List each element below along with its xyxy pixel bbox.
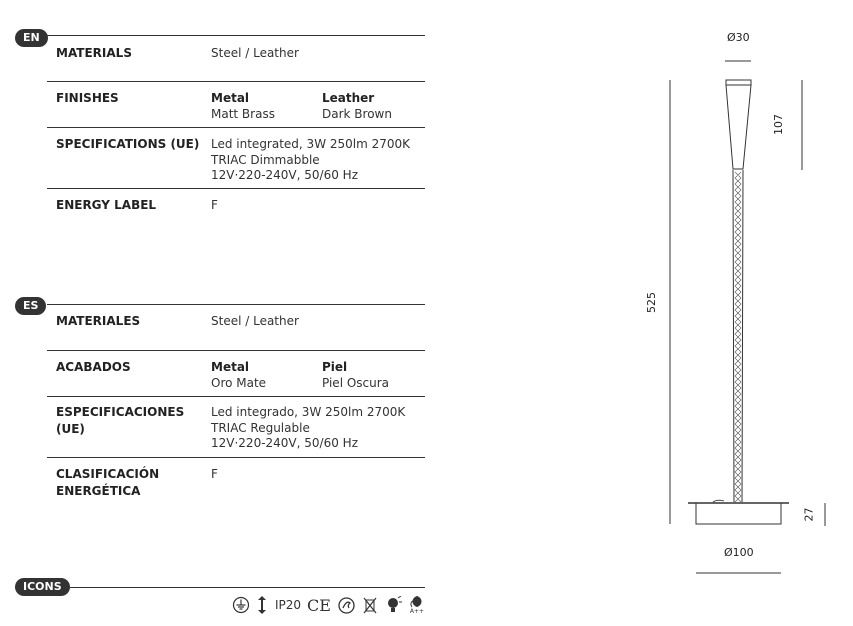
es-badge: ES bbox=[15, 297, 46, 315]
icons-badge: ICONS bbox=[15, 578, 70, 596]
es-clasificacion-label bbox=[56, 466, 201, 500]
es-clasificacion-value: F bbox=[211, 467, 218, 481]
spec-line: TRIAC Dimmabble bbox=[211, 152, 320, 167]
top-diameter-dimension: Ø30 bbox=[727, 31, 750, 44]
label-line: (UE) bbox=[56, 422, 85, 436]
spec-line: Led integrado, 3W 250lm 2700K bbox=[211, 405, 406, 419]
finish-piel-value: Piel Oscura bbox=[322, 375, 390, 390]
earth-ground-icon bbox=[231, 594, 251, 616]
divider bbox=[47, 396, 425, 397]
en-energy-value: F bbox=[211, 198, 218, 212]
spec-line: Led integrated, 3W 250lm 2700K bbox=[211, 137, 411, 151]
eco-leaf-icon bbox=[408, 594, 426, 616]
base-body bbox=[696, 503, 781, 524]
spec-line: 12V·220-240V, 50/60 Hz bbox=[211, 436, 358, 450]
divider bbox=[47, 127, 425, 128]
base-diameter-dimension: Ø100 bbox=[724, 546, 754, 559]
lamp-head-cap bbox=[726, 80, 751, 85]
icons-header-rule bbox=[70, 587, 425, 588]
es-finish-piel bbox=[322, 360, 389, 391]
finish-metal-head: Metal bbox=[211, 91, 250, 105]
finish-piel-head: Piel bbox=[322, 360, 348, 374]
divider bbox=[47, 188, 425, 189]
es-materiales-label: MATERIALES bbox=[56, 314, 141, 328]
divider bbox=[47, 457, 425, 458]
label-line: ENERGÉTICA bbox=[56, 484, 141, 498]
base-height-dimension: 27 bbox=[802, 507, 816, 522]
divider bbox=[47, 81, 425, 82]
finish-leather-value: Dark Brown bbox=[322, 106, 392, 121]
dimmable-icon bbox=[337, 594, 355, 616]
es-header-rule bbox=[47, 304, 425, 305]
ip20-icon: IP20 bbox=[274, 598, 302, 612]
spec-line: 12V·220-240V, 50/60 Hz bbox=[211, 168, 358, 182]
total-height-dimension: 525 bbox=[645, 292, 658, 313]
height-adjust-icon bbox=[256, 594, 268, 616]
stem-right bbox=[742, 170, 743, 502]
en-specifications-value bbox=[211, 137, 410, 184]
es-acabados-label: ACABADOS bbox=[56, 360, 131, 374]
lamp-head bbox=[726, 85, 751, 169]
en-header-rule bbox=[47, 35, 425, 36]
es-finish-metal bbox=[211, 360, 266, 391]
en-finish-leather bbox=[322, 91, 392, 122]
stem-stitching bbox=[735, 172, 741, 502]
finish-metal-value: Matt Brass bbox=[211, 106, 275, 121]
energy-class-label: A++ bbox=[409, 608, 425, 615]
label-line: CLASIFICACIÓN bbox=[56, 467, 160, 481]
en-materials-label: MATERIALS bbox=[56, 46, 132, 60]
finish-metal-value: Oro Mate bbox=[211, 375, 267, 390]
es-materiales-value: Steel / Leather bbox=[211, 314, 299, 328]
divider bbox=[47, 350, 425, 351]
finish-metal-head: Metal bbox=[211, 360, 250, 374]
en-finish-metal bbox=[211, 91, 275, 122]
ce-mark-icon: CE bbox=[307, 595, 331, 615]
stem-left bbox=[733, 170, 734, 502]
spec-line: TRIAC Regulable bbox=[211, 420, 310, 435]
es-especificaciones-value bbox=[211, 405, 405, 452]
finish-leather-head: Leather bbox=[322, 91, 375, 105]
en-badge: EN bbox=[15, 29, 48, 47]
en-specifications-label: SPECIFICATIONS (UE) bbox=[56, 137, 200, 151]
en-finishes-label: FINISHES bbox=[56, 91, 119, 105]
es-especificaciones-label bbox=[56, 404, 201, 438]
en-materials-value: Steel / Leather bbox=[211, 46, 299, 60]
en-energy-label: ENERGY LABEL bbox=[56, 198, 157, 212]
led-bulb-icon bbox=[385, 594, 403, 616]
head-height-dimension: 107 bbox=[772, 114, 785, 135]
weee-bin-icon bbox=[361, 594, 379, 616]
label-line: ESPECIFICACIONES bbox=[56, 405, 185, 419]
base-cable bbox=[713, 500, 724, 502]
